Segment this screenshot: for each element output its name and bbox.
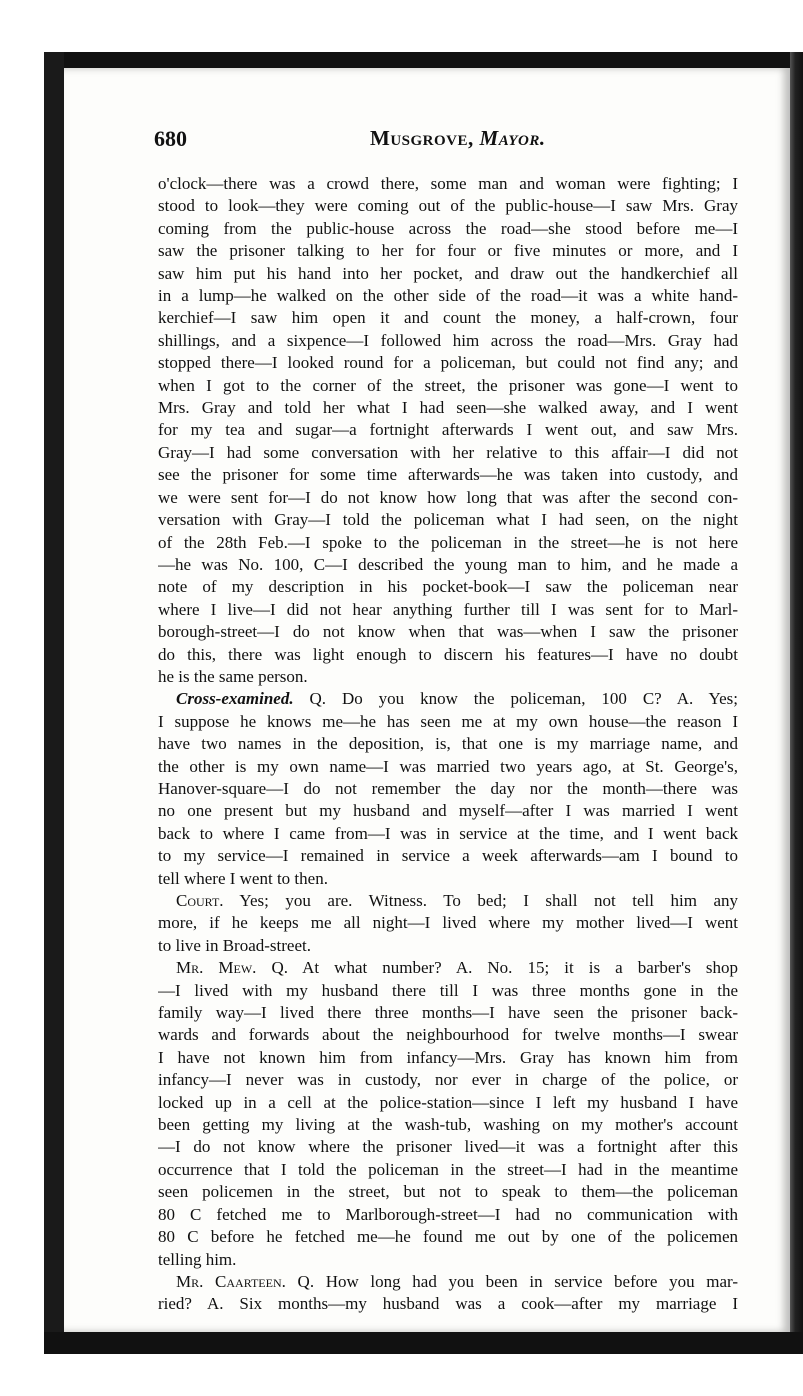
line-text: ried? A. Six months—my husband was a cook—after my marriage I: [158, 1294, 738, 1314]
line-text: borough-street—I do not know when that was—when I saw the prisoner: [158, 622, 738, 642]
line-text: saw the prisoner talking to her for four or five minutes or more, and I: [158, 241, 738, 261]
text-line: [158, 419, 738, 441]
text-line: [158, 1002, 738, 1024]
speaker-label: Mr. Mew.: [176, 958, 257, 978]
text-line: [158, 1226, 738, 1248]
line-text: —I lived with my husband there till I was three months gone in the: [158, 980, 738, 1000]
text-line: [158, 823, 738, 845]
line-text: —I do not know where the prisoner lived—it was a fortnight after this: [158, 1137, 738, 1157]
line-text: more, if he keeps me all night—I lived where my mother lived—I went: [158, 913, 738, 933]
text-line: [158, 733, 738, 755]
line-text: tell where I went to then.: [158, 868, 328, 888]
line-text: Hanover-square—I do not remember the day nor the month—there was: [158, 778, 738, 798]
line-text: see the prisoner for some time afterwards—he was taken into custody, and: [158, 465, 738, 485]
line-text: Mrs. Gray and told her what I had seen—she walked away, and I went: [158, 398, 738, 418]
line-text: in a lump—he walked on the other side of the road—it was a white hand-: [158, 286, 738, 306]
line-text: shillings, and a sixpence—I followed him across the road—Mrs. Gray had: [158, 330, 738, 350]
line-text: Q. Do you know the policeman, 100 C? A. Yes;: [293, 689, 738, 709]
line-text: versation with Gray—I told the policeman what I had seen, on the night: [158, 510, 738, 530]
text-line: [158, 644, 738, 666]
line-text: when I got to the corner of the street, the prisoner was gone—I went to: [158, 375, 738, 395]
text-line: [158, 263, 738, 285]
text-line: [158, 1271, 738, 1293]
text-line: [158, 935, 738, 957]
line-text: the other is my own name—I was married two years ago, at St. George's,: [158, 756, 738, 776]
text-line: [158, 800, 738, 822]
line-text: stood to look—they were coming out of the public-house—I saw Mrs. Gray: [158, 196, 738, 216]
line-text: infancy—I never was in custody, nor ever in charge of the police, or: [158, 1070, 738, 1090]
text-line: [158, 1114, 738, 1136]
running-title-office: Mayor.: [479, 126, 546, 150]
line-text: I suppose he knows me—he has seen me at my own house—the reason I: [158, 711, 738, 731]
text-line: [158, 1024, 738, 1046]
text-line: [158, 845, 738, 867]
text-line: [158, 464, 738, 486]
text-line: [158, 912, 738, 934]
book-frame-bottom: [44, 1332, 803, 1354]
line-text: have two names in the deposition, is, that one is my marriage name, and: [158, 734, 738, 754]
text-line: [158, 1092, 738, 1114]
line-text: —he was No. 100, C—I described the young man to him, and he made a: [158, 554, 738, 574]
line-text: to my service—I remained in service a week afterwards—am I bound to: [158, 846, 738, 866]
line-text: been getting my living at the wash-tub, washing on my mother's account: [158, 1115, 738, 1135]
speaker-label: Court.: [176, 891, 224, 910]
line-text: note of my description in his pocket-book—I saw the policeman near: [158, 577, 738, 597]
text-line: [158, 487, 738, 509]
line-text: do this, there was light enough to discern his features—I have no doubt: [158, 644, 738, 664]
text-line: [158, 195, 738, 217]
line-text: we were sent for—I do not know how long that was after the second con-: [158, 487, 738, 507]
page-number: 680: [154, 126, 187, 151]
running-title-name: Musgrove,: [370, 126, 474, 150]
line-text: Yes; you are. Witness. To bed; I shall not tell him any: [223, 891, 738, 910]
text-line: [158, 442, 738, 464]
line-text: I have not known him from infancy—Mrs. Gray has known him from: [158, 1047, 738, 1067]
text-line: [158, 532, 738, 554]
line-text: he is the same person.: [158, 666, 308, 686]
line-text: locked up in a cell at the police-station—since I left my husband I have: [158, 1092, 738, 1112]
line-text: no one present but my husband and myself—after I was married I went: [158, 801, 738, 821]
line-text: seen policemen in the street, but not to speak to them—the policeman: [158, 1182, 738, 1202]
text-line: [158, 509, 738, 531]
line-text: kerchief—I saw him open it and count the money, a half-crown, four: [158, 308, 738, 328]
text-line: [158, 1249, 738, 1271]
text-line: [158, 240, 738, 262]
text-line: [158, 397, 738, 419]
line-text: 80 C fetched me to Marlborough-street—I had no communication with: [158, 1204, 738, 1224]
text-line: [158, 1136, 738, 1158]
text-line: [158, 980, 738, 1002]
line-text: saw him put his hand into her pocket, and draw out the handkerchief all: [158, 263, 738, 283]
book-frame-left: [44, 52, 64, 1347]
running-title: [370, 126, 546, 151]
line-text: Q. How long had you been in service before you mar-: [285, 1271, 738, 1291]
text-line: [158, 778, 738, 800]
text-line: [158, 330, 738, 352]
body-text: [158, 173, 738, 1316]
text-line: [158, 1047, 738, 1069]
line-text: for my tea and sugar—a fortnight afterwards I went out, and saw Mrs.: [158, 420, 738, 440]
running-head: [154, 126, 754, 156]
text-line: [158, 218, 738, 240]
text-line: [158, 868, 738, 890]
line-text: occurrence that I told the policeman in the street—I had in the meantime: [158, 1159, 738, 1179]
line-text: back to where I came from—I was in service at the time, and I went back: [158, 823, 738, 843]
line-text: stopped there—I looked round for a policeman, but could not find any; and: [158, 353, 738, 373]
line-text: wards and forwards about the neighbourhood for twelve months—I swear: [158, 1025, 738, 1045]
text-line: [158, 173, 738, 195]
line-text: 80 C before he fetched me—he found me out by one of the policemen: [158, 1227, 738, 1247]
text-line: [158, 554, 738, 576]
text-line: [158, 957, 738, 979]
text-line: [158, 756, 738, 778]
speaker-label: Cross-examined.: [176, 689, 294, 709]
text-line: [158, 621, 738, 643]
line-text: Q. At what number? A. No. 15; it is a barber's shop: [256, 958, 738, 978]
text-line: [158, 1069, 738, 1091]
text-line: [158, 1293, 738, 1315]
book-frame-top: [44, 52, 803, 68]
text-line: [158, 666, 738, 688]
text-line: [158, 307, 738, 329]
book-frame-right: [790, 52, 803, 1347]
text-line: [158, 1204, 738, 1226]
line-text: Gray—I had some conversation with her relative to this affair—I did not: [158, 442, 738, 462]
text-line: [158, 890, 738, 912]
line-text: where I live—I did not hear anything further till I was sent for to Marl-: [158, 599, 738, 619]
text-line: [158, 375, 738, 397]
text-line: [158, 599, 738, 621]
text-line: [158, 285, 738, 307]
line-text: family way—I lived there three months—I have seen the prisoner back-: [158, 1003, 738, 1023]
text-line: [158, 688, 738, 710]
line-text: to live in Broad-street.: [158, 935, 311, 955]
text-line: [158, 1159, 738, 1181]
text-line: [158, 1181, 738, 1203]
text-line: [158, 352, 738, 374]
line-text: coming from the public-house across the road—she stood before me—I: [158, 218, 738, 238]
text-line: [158, 711, 738, 733]
line-text: of the 28th Feb.—I spoke to the policeman in the street—he is not here: [158, 532, 738, 552]
text-line: [158, 576, 738, 598]
line-text: o'clock—there was a crowd there, some man and woman were fighting; I: [158, 174, 738, 193]
speaker-label: Mr. Caarteen.: [176, 1271, 286, 1291]
line-text: telling him.: [158, 1249, 237, 1269]
